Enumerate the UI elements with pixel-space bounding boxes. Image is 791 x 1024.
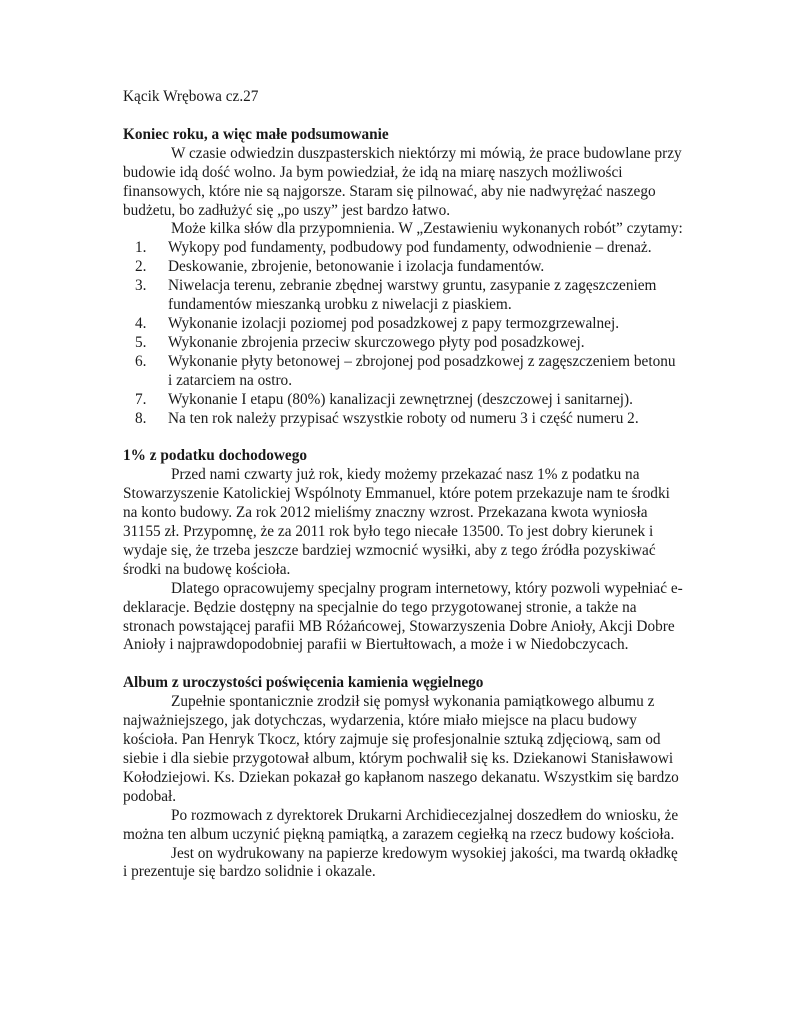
list-item-text: Wykonanie I etapu (80%) kanalizacji zewnętrznej (deszczowej i sanitarnej). [168,390,633,408]
list-item [135,277,683,315]
list-item-text: Na ten rok należy przypisać wszystkie roboty od numeru 3 i część numeru 2. [168,409,639,427]
paragraph: Jest on wydrukowany na papierze kredowym wysokiej jakości, ma twardą okładkę i prezentuje się bardzo solidnie i okazale. [123,844,678,881]
section-heading: Album z uroczystości poświęcenia kamienia węgielnego [123,674,484,692]
list-item [135,390,683,410]
paragraph: Po rozmowach z dyrektorek Drukarni Archidiecezjalnej doszedłem do wniosku, że można ten album uczynić piękną pamiątką, a zarazem cegiełką na rzecz budowy kościoła. [123,806,679,843]
list-item [135,239,683,258]
list-item-number: 7. [135,390,147,408]
list-item [135,314,683,334]
list-item-number: 5. [135,333,147,351]
list-item-text: Wykopy pod fundamenty, podbudowy pod fundamenty, odwodnienie – drenaż. [168,239,652,257]
paragraph: Zupełnie spontanicznie zrodził się pomysł wykonania pamiątkowego albumu z najważniejszego, jak dotychczas, wydarzenia, które miało miejsce na placu budowy kościoła. Pan Henryk Tkocz, który zajmuje się profesjonalnie sztuką zdjęciową, sam od siebie i dla siebie przygotował album, którym pochwalił się ks. Dziekanowi Stanisławowi Kołodziejowi. Ks. Dziekan pokazał go kapłanom naszego dekanatu. Wszystkim się bardzo podobał. [123,693,679,805]
list-item-number: 2. [135,258,147,276]
spacer [123,428,683,447]
paragraph: Może kilka słów dla przypomnienia. W „Zestawieniu wykonanych robót” czytamy: [171,220,683,238]
document-page [123,88,683,882]
list-item [135,333,683,353]
list-item-number: 4. [135,314,147,332]
list-item [135,352,683,391]
list-item-text: Wykonanie izolacji poziomej pod posadzkowej z papy termozgrzewalnej. [168,314,620,332]
works-list [123,239,683,428]
list-item [135,258,683,277]
section-heading: 1% z podatku dochodowego [123,447,308,465]
list-item-text: Wykonanie płyty betonowej – zbrojonej pod posadzkowej z zagęszczeniem betonu i zatarciem na ostro. [168,352,676,389]
paragraph: Dlatego opracowujemy specjalny program internetowy, który pozwoli wypełniać e-deklaracje. Będzie dostępny na specjalnie do tego przygotowanej stronie, a także na stronach powstającej parafii MB Różańcowej, Stowarzyszenia Dobre Anioły, Akcji Dobre Anioły i najprawdopodobniej parafii w Biertułtowach, a może i w Niedobczycach. [123,579,683,654]
section-year-summary [123,126,683,429]
list-item-number: 8. [135,409,147,427]
section-heading: Koniec roku, a więc małe podsumowanie [123,125,389,143]
list-item-number: 6. [135,352,147,370]
paragraph: W czasie odwiedzin duszpasterskich niektórzy mi mówią, że prace budowlane przy budowie idą dość wolno. Ja bym powiedział, że idą na miarę naszych możliwości finansowych, które nie są najgorsze. Staram się pilnować, aby nie nadwyrężać naszego budżetu, bo zadłużyć się „po uszy” jest bardzo łatwo. [123,144,682,219]
section-tax-percent [123,447,683,655]
list-item-text: Wykonanie zbrojenia przeciw skurczowego płyty pod posadzkowej. [168,333,585,351]
list-item-text: Deskowanie, zbrojenie, betonowanie i izolacja fundamentów. [168,258,545,276]
list-item [135,409,683,429]
document-title: Kącik Wrębowa cz.27 [123,88,259,105]
list-item-number: 3. [135,277,147,295]
list-item-number: 1. [135,239,147,257]
paragraph: Przed nami czwarty już rok, kiedy możemy przekazać nasz 1% z podatku na Stowarzyszenie Katolickiej Wspólnoty Emmanuel, które potem przekazuje nam te środki na konto budowy. Za rok 2012 mieliśmy znaczny wzrost. Przekazana kwota wyniosła 31155 zł. Przypomnę, że za 2011 rok było tego niecałe 13500. To jest dobry kierunek i wydaje się, że trzeba jeszcze bardziej wzmocnić wysiłki, aby z tego źródła pozyskiwać środki na budowę kościoła. [123,466,670,578]
section-album [123,674,683,882]
spacer [123,655,683,674]
list-item-text: Niwelacja terenu, zebranie zbędnej warstwy gruntu, zasypanie z zagęszczeniem fundamentów mieszanką urobku z niwelacji z piaskiem. [168,277,657,314]
